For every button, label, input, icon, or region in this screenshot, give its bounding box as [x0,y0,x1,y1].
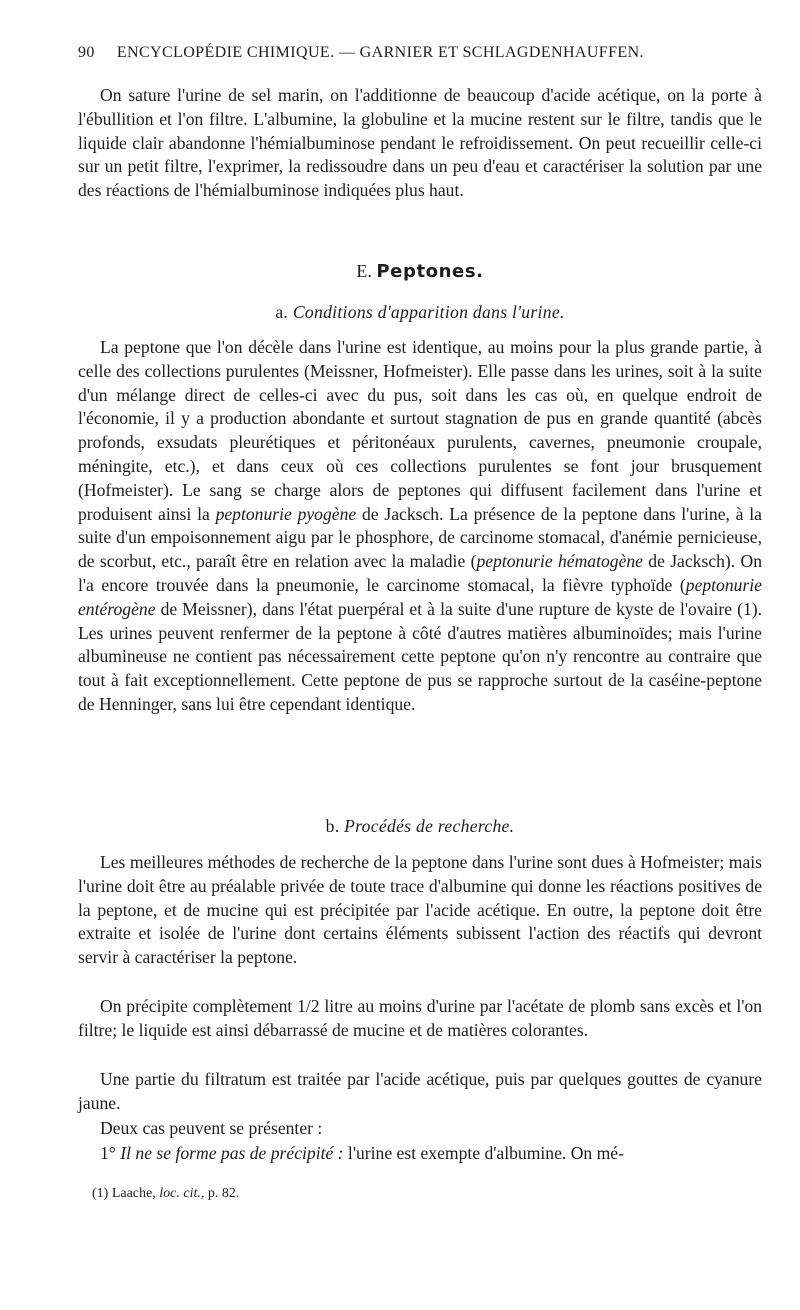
paragraph-conditions [78,336,762,717]
intro-paragraph: On sature l'urine de sel marin, on l'additionne de beaucoup d'acide acétique, on la porte à l'ébullition et l'on filtre. L'albumine, la globuline et la mucine restent sur le filtre, tandis que le liquide clair abandonne l'hémialbuminose pendant le refroidissement. On peut recueillir celle-ci sur un petit filtre, l'exprimer, la redissoudre dans un peu d'eau et caractériser la solution par une des réactions de l'hémialbuminose indiquées plus haut. [78,85,762,201]
footnote-page: p. 82. [207,1186,240,1201]
footnote-ref: loc. cit., [159,1186,205,1201]
text-run: de Meissner), dans l'état puerpéral et à la suite d'une rupture de kyste de l'ovaire (1). Les urines peuvent renfermer de la peptone à côté d'autres matières albuminoïdes; mais l'urine albumineuse ne contient pas nécessairement cette peptone qu'on n'y rencontre au contraire que tout à fait exceptionnellement. Cette peptone de pus se rapproche surtout de la caséine-peptone de Henninger, sans lui être cependant identique. [78,598,762,714]
subsection-letter: b. [325,816,340,836]
paragraph-filtrate: Une partie du filtratum est traitée par l'acide acétique, puis par quelques gouttes de cyanure jaune. [78,1069,762,1113]
text-run: La peptone que l'on décèle dans l'urine est identique, au moins pour la plus grande partie, à celle des collections purulentes (Meissner, Hofmeister). Elle passe dans les urines, soit à la suite d'un mélange direct de celles-ci avec du pus, soit dans les cas où, en quelque endroit de l'économie, il y a production abondante et surtout stagnation de pus en grande quantité (abcès profonds, exsudats pleurétiques et péritonéaux purulents, cavernes, pneumonie croupale, méningite, etc.), et dans ceux où ces collections purulentes se font jour brusquement (Hofmeister). Le sang se charge alors de peptones qui diffusent facilement dans l'urine et produisent ainsi la [78,337,762,524]
text-run: l'urine est exempte d'albumine. On mé- [343,1143,624,1163]
section-letter: E. [356,261,372,281]
footnote-author: Laache, [111,1186,156,1201]
footnote [92,1186,239,1202]
section-title: Peptones. [376,261,484,282]
text-run: de Jacksch). On l'a encore trouvée dans la pneumonie, le carcinome stomacal, la fièvre typhoïde ( [78,551,762,595]
section-heading-peptones [78,261,762,282]
italic-term: peptonurie hématogène [476,551,643,572]
italic-term: peptonurie entérogène [78,574,762,619]
running-title: ENCYCLOPÉDIE CHIMIQUE. — GARNIER ET SCHLAGDENHAUFFEN. [116,44,644,61]
italic-term: Il ne se forme pas de précipité : [120,1143,344,1163]
page-number: 90 [78,44,95,61]
subsection-title: Procédés de recherche. [344,816,515,836]
footnote-mark: (1) [92,1186,109,1201]
subsection-heading-procedures [78,816,762,837]
paragraph-methods: Les meilleures méthodes de recherche de la peptone dans l'urine sont dues à Hofmeister; mais l'urine doit être au préalable privée de toute trace d'albumine qui donne les réactions positives de la peptone, et de mucine qui est précipitée par l'acide acétique. En outre, la peptone doit être extraite et isolée de l'urine dont certains éléments subissent l'action des réactifs qui devront servir à caractériser la peptone. [78,852,762,968]
case-number: 1° [100,1143,116,1163]
text-run: de Jacksch. La présence de la peptone dans l'urine, à la suite d'un empoisonnement aigu par le phosphore, de carcinome stomacal, d'anémie pernicieuse, de scorbut, etc., paraît être en relation avec la maladie ( [78,503,762,572]
subsection-title: Conditions d'apparition dans l'urine. [292,302,565,322]
subsection-heading-conditions [78,302,762,323]
paragraph-precipitation: On précipite complètement 1/2 litre au moins d'urine par l'acétate de plomb sans excès et l'on filtre; le liquide est ainsi débarrassé de mucine et de matières colorantes. [78,996,762,1040]
paragraph-two-cases: Deux cas peuvent se présenter : [100,1118,323,1138]
paragraph-case-one [78,1142,762,1166]
running-header [78,44,758,62]
subsection-letter: a. [275,302,289,322]
italic-term: peptonurie pyogène [215,503,357,524]
